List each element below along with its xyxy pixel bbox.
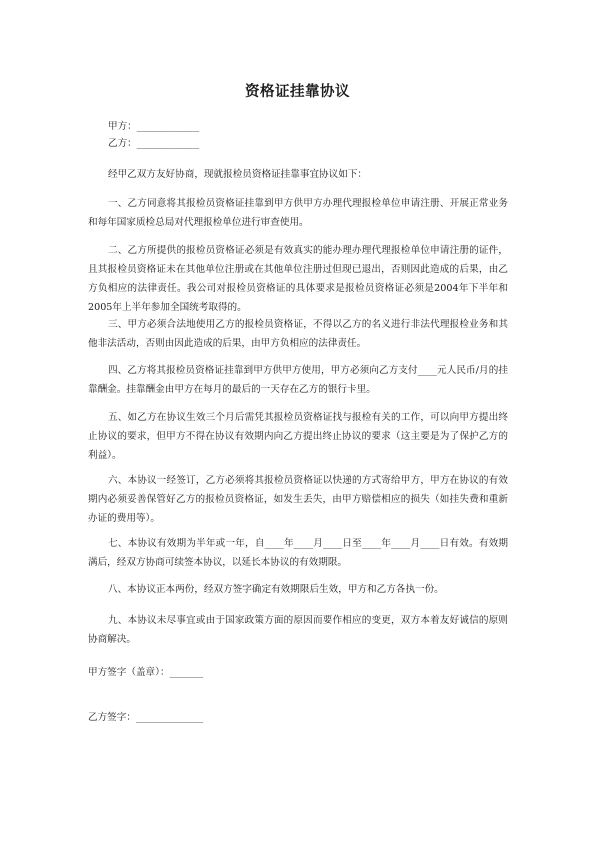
intro-paragraph: 经甲乙双方友好协商，现就报检员资格证挂靠事宜协议如下：	[108, 169, 368, 180]
clause-8: 八、本协议正本两份，经双方签字确定有效期限后生效，甲方和乙方各执一份。	[108, 584, 444, 595]
clause-2: 二、乙方所提供的报检员资格证必须是有效真实的能办理办理代理报检单位申请注册的证件，且其报检员资格证未在其他单位注册或在其他单位注册过但现已退出，否则因此造成的后果，由乙方负相应的法律责任。我公司对报检员资格证的具体要求是报检员资格证必须是2004年下半年和2005年上半年参加全国统考取得的。	[88, 245, 508, 313]
party-a-signature: 甲方签字（盖章）：_______	[88, 667, 204, 678]
clause-3: 三、甲方必须合法地使用乙方的报检员资格证，不得以乙方的名义进行非法代理报检业务和其他非法活动，否则由因此造成的后果，由甲方负相应的法律责任。	[88, 319, 508, 349]
party-a-line: 甲方：_____________	[108, 121, 200, 132]
clause-9: 九、本协议未尽事宜或由于国家政策方面的原因而要作相应的变更，双方本着友好诚信的原则协商解决。	[88, 615, 508, 645]
document-title: 资格证挂靠协议	[245, 84, 350, 100]
clause-6: 六、本协议一经签订，乙方必须将其报检员资格证以快递的方式寄给甲方，甲方在协议的有效期内必须妥善保管好乙方的报检员资格证，如发生丢失，由甲方赔偿相应的损失（如挂失费和重新办证的费用等）。	[88, 475, 508, 524]
clause-7: 七、本协议有效期为半年或一年，自____年____月____日至____年____月____日有效。有效期满后，经双方协商可续签本协议，以延长本协议的有效期限。	[88, 538, 508, 568]
clause-1: 一、乙方同意将其报检员资格证挂靠到甲方供甲方办理代理报检单位申请注册、开展正常业务和每年国家质检总局对代理报检单位进行审查使用。	[88, 198, 508, 228]
clause-4: 四、乙方将其报检员资格证挂靠到甲方供甲方使用，甲方必须向乙方支付____元人民币/月的挂靠酬金。挂靠酬金由甲方在每月的最后的一天存在乙方的银行卡里。	[88, 365, 508, 395]
clause-5: 五、如乙方在协议生效三个月后需凭其报检员资格证找与报检有关的工作，可以向甲方提出终止协议的要求，但甲方不得在协议有效期内向乙方提出终止协议的要求（这主要是为了保护乙方的利益）。	[88, 412, 508, 461]
party-b-line: 乙方：_____________	[108, 138, 200, 149]
party-b-signature: 乙方签字：______________	[88, 712, 204, 723]
